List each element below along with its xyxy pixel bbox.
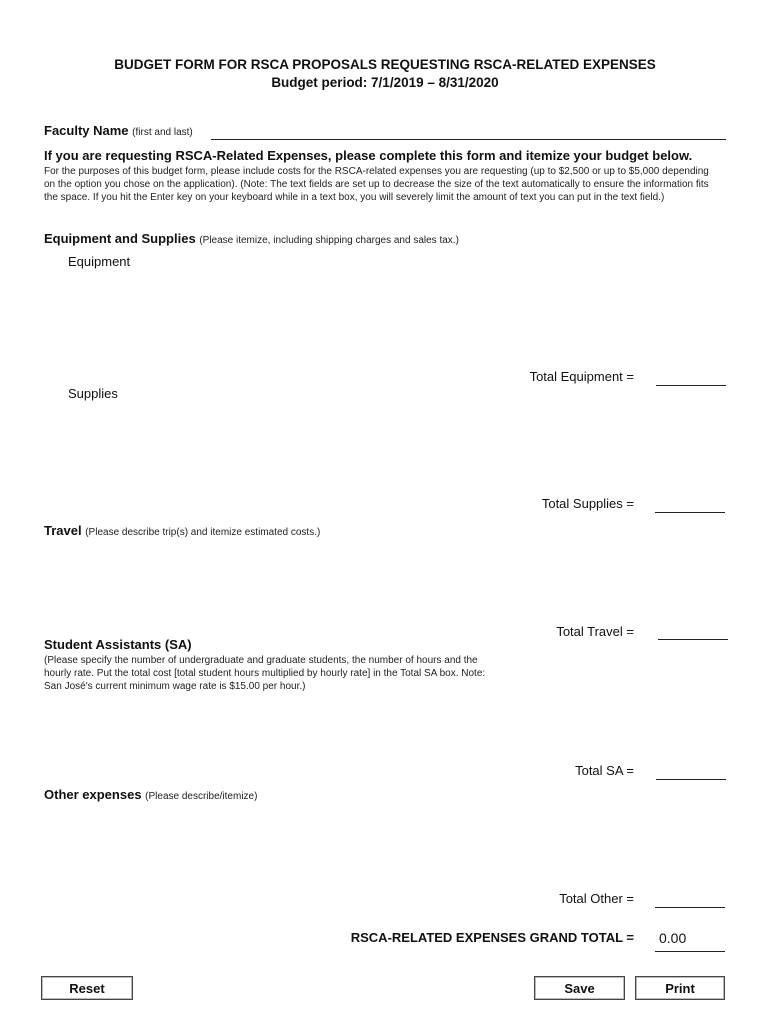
faculty-name-hint: (first and last) bbox=[132, 127, 193, 138]
equipment-supplies-heading bbox=[44, 231, 459, 246]
save-button[interactable]: Save bbox=[534, 976, 625, 1000]
budget-period: Budget period: 7/1/2019 – 8/31/2020 bbox=[271, 75, 499, 90]
grand-total-field[interactable]: 0.00 bbox=[655, 930, 725, 952]
reset-button[interactable]: Reset bbox=[41, 976, 133, 1000]
total-equipment-field[interactable] bbox=[656, 367, 726, 386]
total-sa-field[interactable] bbox=[656, 761, 726, 780]
faculty-name-row bbox=[44, 123, 193, 138]
student-assistants-text: (Please specify the number of undergraduate and graduate students, the number of hours and the hourly rate. Put the total cost [total student hours multiplied by hourly rate] in the Total SA box. Note: San José's current minimum wage rate is $15.00 per hour.) bbox=[44, 655, 486, 692]
travel-textarea[interactable] bbox=[44, 542, 704, 618]
supplies-textarea[interactable] bbox=[66, 404, 706, 492]
equipment-label: Equipment bbox=[68, 254, 131, 269]
total-sa-label: Total SA = bbox=[575, 763, 634, 778]
equipment-textarea[interactable] bbox=[66, 272, 706, 362]
travel-heading bbox=[44, 523, 320, 538]
intro-heading: If you are requesting RSCA-Related Expenses, please complete this form and itemize your budget below. bbox=[44, 148, 693, 163]
faculty-name-field[interactable] bbox=[211, 139, 726, 140]
total-supplies-label: Total Supplies = bbox=[541, 496, 634, 511]
student-assistants-textarea[interactable] bbox=[44, 698, 704, 756]
equipment-supplies-hint: (Please itemize, including shipping charges and sales tax.) bbox=[199, 235, 459, 246]
total-supplies-field[interactable] bbox=[655, 494, 725, 513]
travel-title: Travel bbox=[44, 523, 82, 538]
student-assistants-heading: Student Assistants (SA) bbox=[44, 637, 192, 652]
form-title: BUDGET FORM FOR RSCA PROPOSALS REQUESTING RSCA-RELATED EXPENSES bbox=[114, 57, 656, 72]
other-expenses-textarea[interactable] bbox=[44, 806, 704, 886]
total-equipment-label: Total Equipment = bbox=[529, 369, 634, 384]
travel-hint: (Please describe trip(s) and itemize estimated costs.) bbox=[85, 527, 321, 538]
grand-total-label: RSCA-RELATED EXPENSES GRAND TOTAL = bbox=[350, 930, 634, 945]
total-other-field[interactable] bbox=[655, 889, 725, 908]
total-travel-field[interactable] bbox=[658, 621, 728, 640]
total-travel-label: Total Travel = bbox=[556, 624, 634, 639]
other-expenses-title: Other expenses bbox=[44, 787, 142, 802]
other-expenses-hint: (Please describe/itemize) bbox=[145, 791, 258, 802]
other-expenses-heading bbox=[44, 787, 257, 802]
print-button[interactable]: Print bbox=[635, 976, 725, 1000]
total-other-label: Total Other = bbox=[559, 891, 634, 906]
intro-text: For the purposes of this budget form, please include costs for the RSCA-related expenses you are requesting (up to $2,500 or up to $5,000 depending on the option you chose on the application). (Note: The text fields are set up to decrease the size of the text automatically to ensure the information fits the space. If you hit the Enter key on your keyboard while in a text box, you will severely limit the amount of text you can put in the text field.) bbox=[44, 166, 709, 203]
equipment-supplies-title: Equipment and Supplies bbox=[44, 231, 196, 246]
supplies-label: Supplies bbox=[68, 386, 118, 401]
faculty-name-label: Faculty Name bbox=[44, 123, 129, 138]
